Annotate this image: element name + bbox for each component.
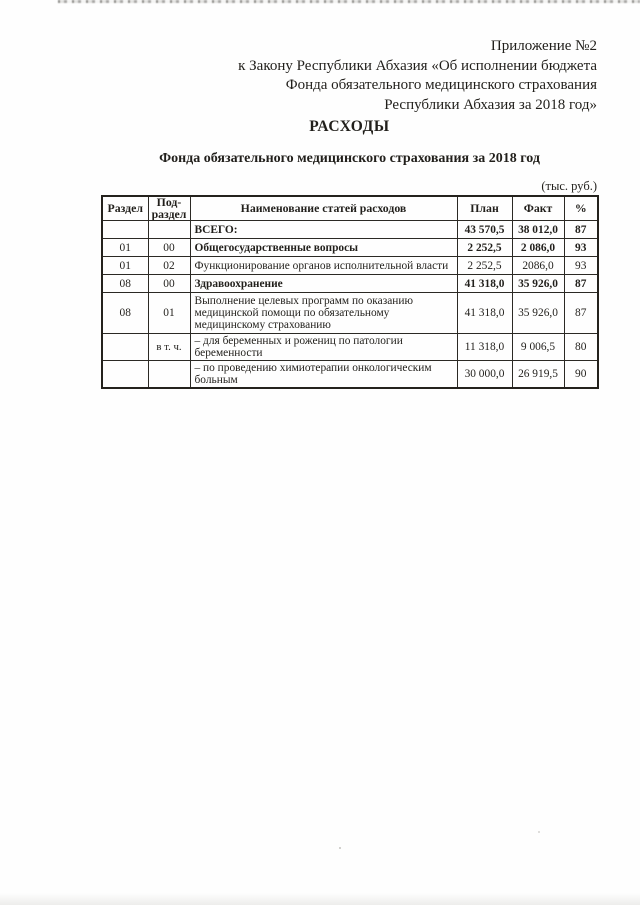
cell-fact: 2086,0 <box>512 257 564 275</box>
cell-podrazdel: 00 <box>148 239 190 257</box>
cell-percent: 90 <box>564 361 598 389</box>
scan-speck <box>339 847 341 849</box>
cell-plan: 2 252,5 <box>457 239 512 257</box>
appendix-line: Фонда обязательного медицинского страхования <box>285 77 597 94</box>
cell-plan: 2 252,5 <box>457 257 512 275</box>
column-header-podrazdel <box>148 196 190 221</box>
cell-podrazdel <box>148 221 190 239</box>
table-row-01-02 <box>102 257 598 275</box>
cell-podrazdel: в т. ч. <box>148 334 190 361</box>
cell-percent: 87 <box>564 221 598 239</box>
cell-razdel: 08 <box>102 293 148 334</box>
cell-name: Общегосударственные вопросы <box>190 239 457 257</box>
cell-razdel <box>102 221 148 239</box>
appendix-line: Приложение №2 <box>490 38 597 54</box>
cell-percent: 87 <box>564 293 598 334</box>
cell-name: – по проведению химиотерапии онкологическим больным <box>190 361 457 389</box>
expenses-table <box>101 195 599 389</box>
table-row-chemotherapy <box>102 361 598 389</box>
table-row-08-01 <box>102 293 598 334</box>
cell-razdel: 01 <box>102 239 148 257</box>
cell-plan: 30 000,0 <box>457 361 512 389</box>
column-header-fact: Факт <box>512 196 564 221</box>
cell-fact: 35 926,0 <box>512 275 564 293</box>
units-note: (тыс. руб.) <box>541 179 597 193</box>
table-row-incl-pregnant <box>102 334 598 361</box>
table-header-row <box>102 196 598 221</box>
cell-plan: 41 318,0 <box>457 293 512 334</box>
cell-percent: 93 <box>564 257 598 275</box>
cell-plan: 41 318,0 <box>457 275 512 293</box>
cell-razdel: 08 <box>102 275 148 293</box>
cell-podrazdel: 01 <box>148 293 190 334</box>
cell-percent: 80 <box>564 334 598 361</box>
cell-plan: 43 570,5 <box>457 221 512 239</box>
cell-razdel: 01 <box>102 257 148 275</box>
cell-fact: 2 086,0 <box>512 239 564 257</box>
cell-name: Здравоохранение <box>190 275 457 293</box>
column-header-name: Наименование статей расходов <box>190 196 457 221</box>
cell-name: ВСЕГО: <box>190 221 457 239</box>
cell-podrazdel: 02 <box>148 257 190 275</box>
cell-name: – для беременных и рожениц по патологии беременности <box>190 334 457 361</box>
cell-percent: 93 <box>564 239 598 257</box>
scan-artifact-bottom-edge <box>0 893 640 905</box>
cell-razdel <box>102 334 148 361</box>
appendix-reference-block <box>40 37 597 115</box>
column-header-plan: План <box>457 196 512 221</box>
cell-fact: 38 012,0 <box>512 221 564 239</box>
scan-speck <box>538 831 540 833</box>
scan-artifact-top-edge <box>58 0 640 3</box>
document-title: РАСХОДЫ <box>309 118 390 135</box>
cell-fact: 35 926,0 <box>512 293 564 334</box>
cell-name: Выполнение целевых программ по оказанию медицинской помощи по обязательному медицинскому страхованию <box>190 293 457 334</box>
column-header-podrazdel-line1: Под- <box>156 196 182 209</box>
cell-percent: 87 <box>564 275 598 293</box>
cell-podrazdel: 00 <box>148 275 190 293</box>
cell-plan: 11 318,0 <box>457 334 512 361</box>
cell-podrazdel <box>148 361 190 389</box>
table-row-08-00 <box>102 275 598 293</box>
cell-razdel <box>102 361 148 389</box>
cell-name: Функционирование органов исполнительной власти <box>190 257 457 275</box>
appendix-line: Республики Абхазия за 2018 год» <box>384 96 597 113</box>
cell-fact: 26 919,5 <box>512 361 564 389</box>
table-row-total <box>102 221 598 239</box>
column-header-podrazdel-line2: раздел <box>151 206 187 221</box>
appendix-line: к Закону Республики Абхазия «Об исполнении бюджета <box>238 57 597 74</box>
column-header-percent: % <box>564 196 598 221</box>
document-subtitle: Фонда обязательного медицинского страхования за 2018 год <box>159 151 540 166</box>
cell-fact: 9 006,5 <box>512 334 564 361</box>
column-header-razdel: Раздел <box>102 196 148 221</box>
table-row-01-00 <box>102 239 598 257</box>
